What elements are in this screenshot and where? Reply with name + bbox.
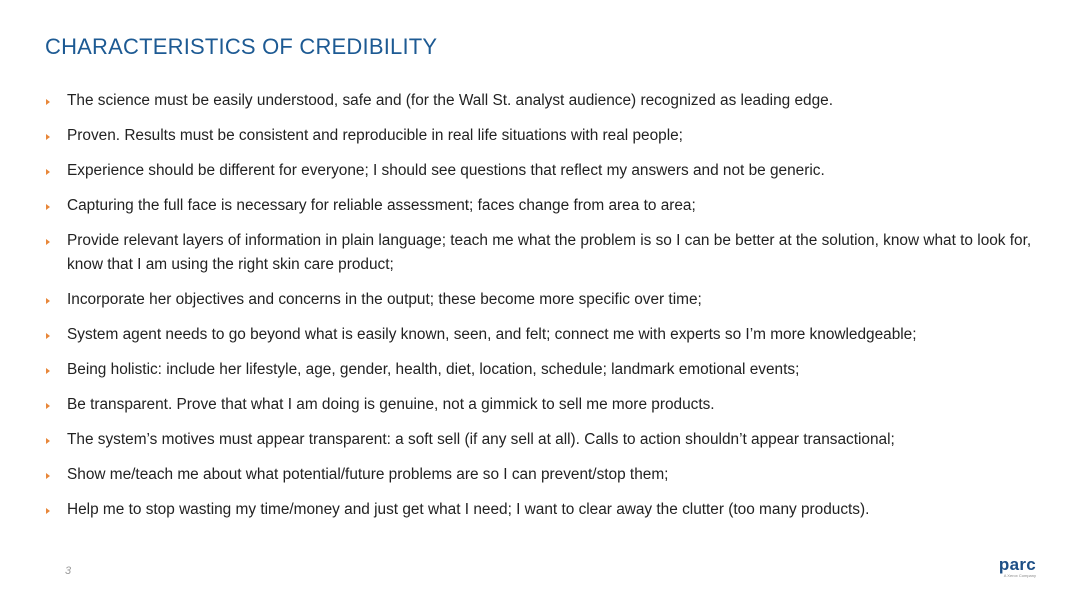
list-item (44, 89, 1044, 113)
page-title: CHARACTERISTICS OF CREDIBILITY (45, 34, 438, 59)
logo-tagline: A Xerox Company (1003, 573, 1036, 578)
bullet-arrow-icon (46, 333, 50, 339)
bullet-arrow-icon (46, 403, 50, 409)
list-item-text: Capturing the full face is necessary for reliable assessment; faces change from area to area; (67, 197, 696, 214)
list-item-text: Experience should be different for everyone; I should see questions that reflect my answers and not be generic. (67, 162, 825, 179)
list-item (44, 393, 1044, 417)
list-item (44, 194, 1044, 218)
list-item-text: Being holistic: include her lifestyle, age, gender, health, diet, location, schedule; landmark emotional events; (67, 361, 800, 378)
list-item-text: Show me/teach me about what potential/future problems are so I can prevent/stop them; (67, 466, 669, 483)
bullet-arrow-icon (46, 169, 50, 175)
bullet-arrow-icon (46, 239, 50, 245)
list-item (44, 288, 1044, 312)
list-item-text: The science must be easily understood, safe and (for the Wall St. analyst audience) recognized as leading edge. (67, 92, 833, 109)
bullet-arrow-icon (46, 298, 50, 304)
list-item-text: Provide relevant layers of information in plain language; teach me what the problem is so I can be better at the solution, know what to look for, know that I am using the right skin care product; (67, 232, 1032, 273)
list-item (44, 498, 1044, 522)
bullet-arrow-icon (46, 438, 50, 444)
bullet-arrow-icon (46, 204, 50, 210)
page-number: 3 (65, 565, 72, 577)
list-item (44, 159, 1044, 183)
bullet-arrow-icon (46, 134, 50, 140)
parc-logo (999, 556, 1036, 579)
list-item (44, 463, 1044, 487)
list-item-text: Be transparent. Prove that what I am doing is genuine, not a gimmick to sell me more products. (67, 396, 715, 413)
bullet-arrow-icon (46, 368, 50, 374)
bullet-arrow-icon (46, 99, 50, 105)
list-item (44, 229, 1044, 277)
list-item-text: The system’s motives must appear transparent: a soft sell (if any sell at all). Calls to action shouldn’t appear transactional; (67, 431, 895, 448)
bullet-arrow-icon (46, 473, 50, 479)
list-item (44, 358, 1044, 382)
list-item-text: Help me to stop wasting my time/money and just get what I need; I want to clear away the clutter (too many products). (67, 501, 870, 518)
list-item-text: Proven. Results must be consistent and reproducible in real life situations with real people; (67, 127, 683, 144)
bullet-arrow-icon (46, 508, 50, 514)
list-item (44, 323, 1044, 347)
list-item-text: System agent needs to go beyond what is easily known, seen, and felt; connect me with experts so I’m more knowledgeable; (67, 326, 917, 343)
list-item (44, 124, 1044, 148)
list-item-text: Incorporate her objectives and concerns in the output; these become more specific over time; (67, 291, 702, 308)
logo-wordmark: parc (998, 555, 1036, 574)
list-item (44, 428, 1044, 452)
bullet-list (44, 89, 1044, 533)
